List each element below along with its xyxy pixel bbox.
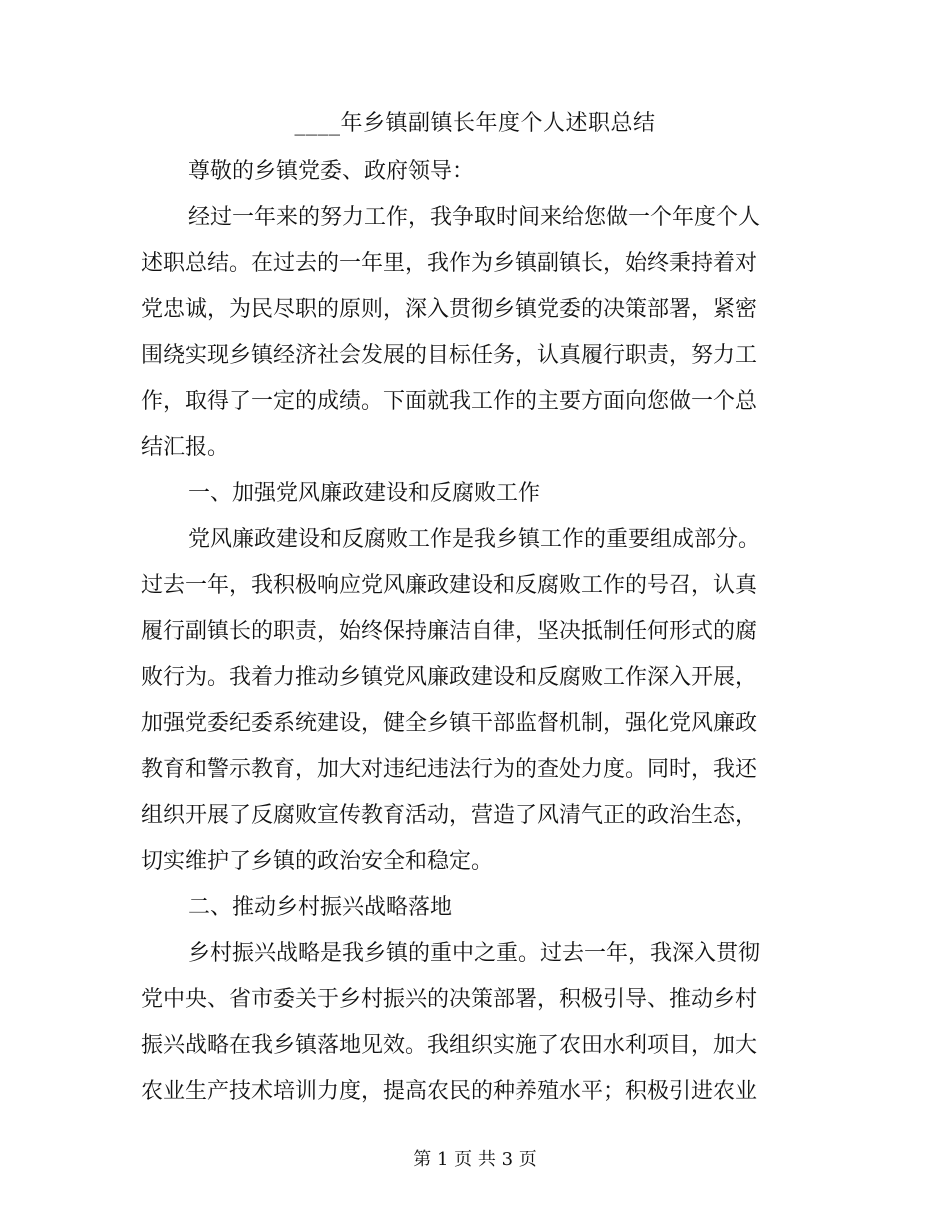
paragraph-line: 教育和警示教育，加大对违纪违法行为的查处力度。同时，我还: [141, 757, 758, 782]
paragraph-line: 经过一年来的努力工作，我争取时间来给您做一个年度个人: [188, 205, 761, 230]
page-number-footer: 第 1 页 共 3 页: [413, 1149, 537, 1170]
paragraph-line: 履行副镇长的职责，始终保持廉洁自律，坚决抵制任何形式的腐: [141, 619, 758, 644]
paragraph-line: 农业生产技术培训力度，提高农民的种养殖水平；积极引进农业: [141, 1079, 758, 1104]
paragraph-line: 加强党委纪委系统建设，健全乡镇干部监督机制，强化党风廉政: [141, 711, 758, 736]
paragraph-line: 党中央、省市委关于乡村振兴的决策部署，积极引导、推动乡村: [141, 987, 758, 1012]
paragraph-line: 作，取得了一定的成绩。下面就我工作的主要方面向您做一个总: [141, 389, 758, 414]
paragraph-line: 过去一年，我积极响应党风廉政建设和反腐败工作的号召，认真: [141, 573, 758, 598]
paragraph-line: 述职总结。在过去的一年里，我作为乡镇副镇长，始终秉持着对: [141, 251, 758, 276]
section-heading: 二、推动乡村振兴战略落地: [188, 895, 453, 920]
document-body: [141, 149, 801, 1115]
paragraph-line: 围绕实现乡镇经济社会发展的目标任务，认真履行职责，努力工: [141, 343, 758, 368]
document-title: ____年乡镇副镇长年度个人述职总结: [294, 111, 656, 136]
paragraph-line: 振兴战略在我乡镇落地见效。我组织实施了农田水利项目，加大: [141, 1033, 758, 1058]
paragraph-line: 败行为。我着力推动乡镇党风廉政建设和反腐败工作深入开展，: [141, 665, 758, 690]
paragraph-line: 党忠诚，为民尽职的原则，深入贯彻乡镇党委的决策部署，紧密: [141, 297, 758, 322]
paragraph-line: 组织开展了反腐败宣传教育活动，营造了风清气正的政治生态，: [141, 803, 758, 828]
section-heading: 一、加强党风廉政建设和反腐败工作: [188, 481, 541, 506]
paragraph-line: 结汇报。: [141, 435, 230, 460]
salutation-line: 尊敬的乡镇党委、政府领导：: [188, 159, 475, 184]
paragraph-line: 乡村振兴战略是我乡镇的重中之重。过去一年，我深入贯彻: [188, 941, 761, 966]
paragraph-line: 切实维护了乡镇的政治安全和稳定。: [141, 849, 494, 874]
paragraph-line: 党风廉政建设和反腐败工作是我乡镇工作的重要组成部分。: [188, 527, 761, 552]
